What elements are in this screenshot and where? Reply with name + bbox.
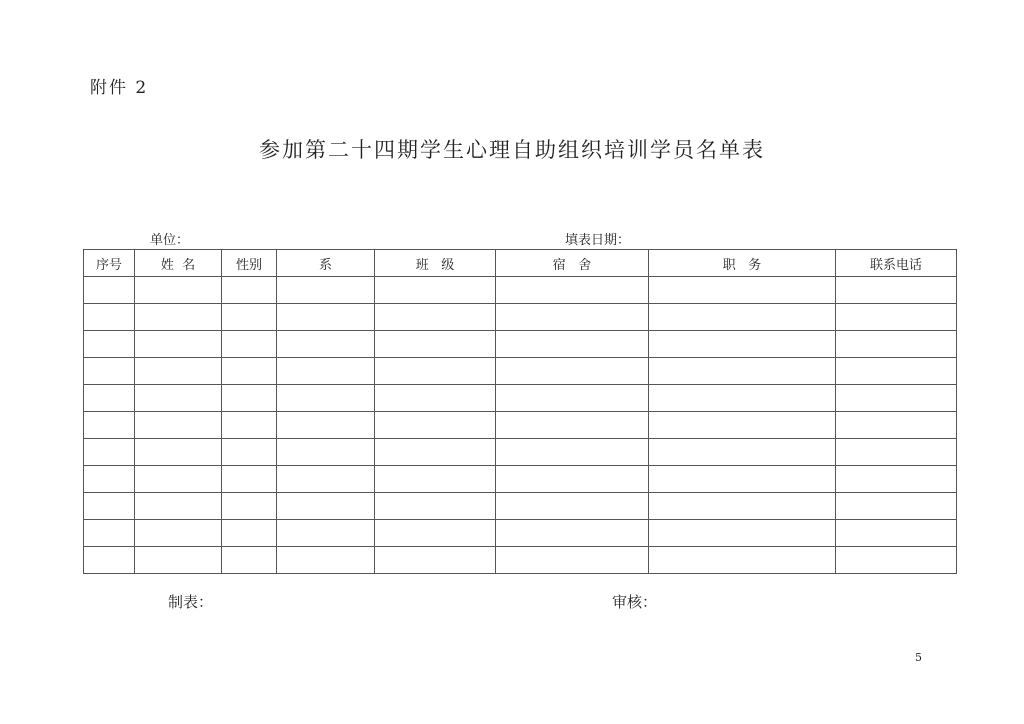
header-cell-department: 系 bbox=[277, 250, 375, 277]
cell-dormitory bbox=[496, 331, 649, 358]
cell-name bbox=[135, 439, 222, 466]
cell-gender bbox=[222, 304, 277, 331]
cell-class bbox=[375, 493, 496, 520]
cell-position bbox=[649, 304, 836, 331]
made-by-label: 制表： bbox=[168, 593, 214, 611]
table-row bbox=[84, 547, 957, 574]
cell-dormitory bbox=[496, 412, 649, 439]
unit-label: 单位： bbox=[150, 233, 190, 248]
cell-department bbox=[277, 304, 375, 331]
table-row bbox=[84, 493, 957, 520]
cell-dormitory bbox=[496, 466, 649, 493]
fill-date-label: 填表日期： bbox=[565, 233, 631, 248]
cell-dormitory bbox=[496, 304, 649, 331]
table-row bbox=[84, 304, 957, 331]
cell-index bbox=[84, 547, 135, 574]
cell-phone bbox=[836, 439, 957, 466]
cell-department bbox=[277, 520, 375, 547]
cell-department bbox=[277, 277, 375, 304]
cell-dormitory bbox=[496, 385, 649, 412]
cell-class bbox=[375, 304, 496, 331]
attachment-label: 附件 2 bbox=[90, 78, 149, 98]
cell-phone bbox=[836, 358, 957, 385]
cell-dormitory bbox=[496, 358, 649, 385]
cell-position bbox=[649, 331, 836, 358]
cell-dormitory bbox=[496, 493, 649, 520]
cell-name bbox=[135, 547, 222, 574]
cell-index bbox=[84, 493, 135, 520]
cell-department bbox=[277, 412, 375, 439]
cell-name bbox=[135, 385, 222, 412]
cell-dormitory bbox=[496, 520, 649, 547]
cell-gender bbox=[222, 412, 277, 439]
cell-class bbox=[375, 439, 496, 466]
cell-phone bbox=[836, 277, 957, 304]
table-row bbox=[84, 412, 957, 439]
cell-gender bbox=[222, 331, 277, 358]
cell-position bbox=[649, 520, 836, 547]
cell-index bbox=[84, 520, 135, 547]
cell-position bbox=[649, 412, 836, 439]
table-row bbox=[84, 331, 957, 358]
cell-department bbox=[277, 439, 375, 466]
cell-index bbox=[84, 439, 135, 466]
cell-position bbox=[649, 439, 836, 466]
cell-phone bbox=[836, 304, 957, 331]
cell-phone bbox=[836, 331, 957, 358]
header-cell-name: 姓 名 bbox=[135, 250, 222, 277]
header-cell-dormitory: 宿 舍 bbox=[496, 250, 649, 277]
table-row bbox=[84, 439, 957, 466]
cell-phone bbox=[836, 547, 957, 574]
cell-phone bbox=[836, 520, 957, 547]
cell-class bbox=[375, 520, 496, 547]
cell-dormitory bbox=[496, 547, 649, 574]
cell-gender bbox=[222, 385, 277, 412]
cell-class bbox=[375, 331, 496, 358]
cell-phone bbox=[836, 466, 957, 493]
cell-department bbox=[277, 358, 375, 385]
header-cell-class: 班 级 bbox=[375, 250, 496, 277]
cell-gender bbox=[222, 547, 277, 574]
cell-name bbox=[135, 520, 222, 547]
table-body bbox=[84, 277, 957, 574]
cell-position bbox=[649, 466, 836, 493]
reviewed-by-label: 审核： bbox=[612, 593, 658, 611]
cell-class bbox=[375, 385, 496, 412]
table-row bbox=[84, 520, 957, 547]
cell-class bbox=[375, 547, 496, 574]
cell-phone bbox=[836, 493, 957, 520]
cell-department bbox=[277, 385, 375, 412]
cell-gender bbox=[222, 466, 277, 493]
page-number: 5 bbox=[915, 651, 922, 664]
page-title: 参加第二十四期学生心理自助组织培训学员名单表 bbox=[259, 138, 765, 162]
cell-position bbox=[649, 385, 836, 412]
roster-table bbox=[83, 249, 957, 574]
cell-name bbox=[135, 493, 222, 520]
cell-department bbox=[277, 493, 375, 520]
cell-class bbox=[375, 277, 496, 304]
cell-gender bbox=[222, 358, 277, 385]
cell-name bbox=[135, 277, 222, 304]
table-row bbox=[84, 385, 957, 412]
cell-phone bbox=[836, 385, 957, 412]
cell-department bbox=[277, 547, 375, 574]
table-row bbox=[84, 358, 957, 385]
cell-position bbox=[649, 493, 836, 520]
cell-position bbox=[649, 358, 836, 385]
cell-dormitory bbox=[496, 277, 649, 304]
cell-name bbox=[135, 412, 222, 439]
table-header-row bbox=[84, 250, 957, 277]
cell-gender bbox=[222, 439, 277, 466]
cell-department bbox=[277, 331, 375, 358]
cell-phone bbox=[836, 412, 957, 439]
cell-position bbox=[649, 277, 836, 304]
table-row bbox=[84, 466, 957, 493]
header-cell-position: 职 务 bbox=[649, 250, 836, 277]
cell-index bbox=[84, 385, 135, 412]
cell-name bbox=[135, 358, 222, 385]
cell-index bbox=[84, 412, 135, 439]
cell-name bbox=[135, 331, 222, 358]
cell-class bbox=[375, 412, 496, 439]
cell-index bbox=[84, 358, 135, 385]
header-cell-phone: 联系电话 bbox=[836, 250, 957, 277]
cell-gender bbox=[222, 493, 277, 520]
cell-gender bbox=[222, 277, 277, 304]
cell-department bbox=[277, 466, 375, 493]
cell-index bbox=[84, 331, 135, 358]
table-row bbox=[84, 277, 957, 304]
cell-position bbox=[649, 547, 836, 574]
header-cell-gender: 性别 bbox=[222, 250, 277, 277]
cell-name bbox=[135, 466, 222, 493]
cell-index bbox=[84, 466, 135, 493]
cell-gender bbox=[222, 520, 277, 547]
cell-index bbox=[84, 277, 135, 304]
cell-dormitory bbox=[496, 439, 649, 466]
header-cell-index: 序号 bbox=[84, 250, 135, 277]
cell-name bbox=[135, 304, 222, 331]
cell-class bbox=[375, 466, 496, 493]
cell-class bbox=[375, 358, 496, 385]
cell-index bbox=[84, 304, 135, 331]
